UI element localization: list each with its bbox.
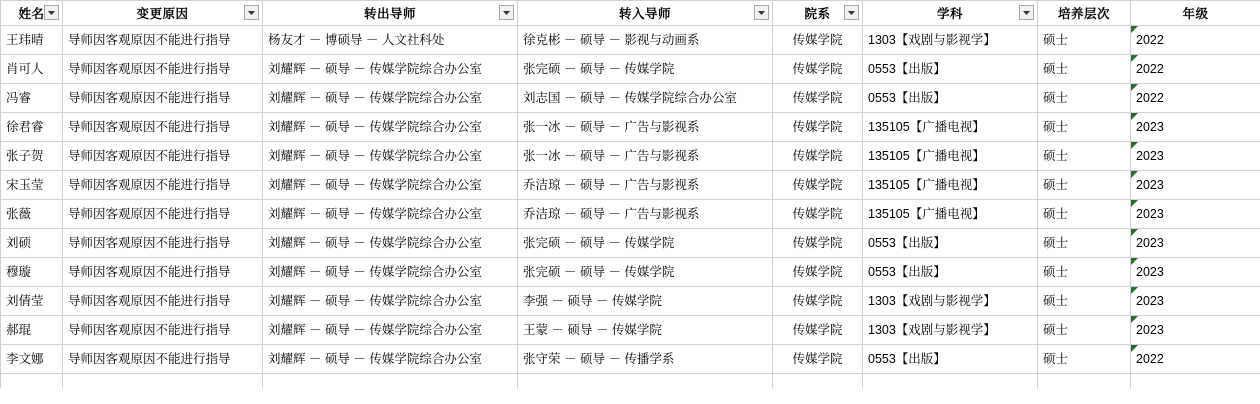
cell-to-advisor: 王蒙 － 硕导 － 传媒学院 — [518, 316, 773, 345]
cell-empty — [1131, 374, 1260, 389]
comment-flag-icon — [1131, 55, 1138, 62]
cell-name: 徐君睿 — [1, 113, 63, 142]
cell-reason: 导师因客观原因不能进行指导 — [63, 113, 263, 142]
cell-department: 传媒学院 — [773, 26, 863, 55]
cell-discipline: 135105【广播电视】 — [863, 113, 1038, 142]
comment-flag-icon — [1131, 142, 1138, 149]
cell-to-advisor: 张守荣 － 硕导 － 传播学系 — [518, 345, 773, 374]
comment-flag-icon — [1131, 84, 1138, 91]
comment-flag-icon — [1131, 200, 1138, 207]
cell-grade: 2023 — [1131, 229, 1260, 258]
filter-dropdown-icon-discipline[interactable] — [1019, 5, 1034, 20]
cell-level: 硕士 — [1038, 113, 1131, 142]
column-header-department — [773, 1, 863, 26]
filter-dropdown-icon-to-advisor[interactable] — [754, 5, 769, 20]
column-header-name — [1, 1, 63, 26]
cell-grade: 2023 — [1131, 287, 1260, 316]
table-row[interactable] — [1, 229, 1260, 258]
cell-discipline: 135105【广播电视】 — [863, 200, 1038, 229]
table-header — [1, 1, 1260, 26]
table-header-row — [1, 1, 1260, 26]
cell-department: 传媒学院 — [773, 287, 863, 316]
column-header-label: 年级 — [1182, 7, 1209, 21]
cell-reason: 导师因客观原因不能进行指导 — [63, 200, 263, 229]
cell-grade: 2023 — [1131, 258, 1260, 287]
cell-from-advisor: 刘耀辉 － 硕导 － 传媒学院综合办公室 — [263, 200, 518, 229]
cell-reason: 导师因客观原因不能进行指导 — [63, 142, 263, 171]
filter-dropdown-icon-name[interactable] — [44, 5, 59, 20]
cell-level: 硕士 — [1038, 229, 1131, 258]
column-header-label: 学科 — [936, 7, 963, 21]
cell-name: 张薇 — [1, 200, 63, 229]
cell-from-advisor: 刘耀辉 － 硕导 － 传媒学院综合办公室 — [263, 142, 518, 171]
cell-to-advisor: 张一冰 － 硕导 － 广告与影视系 — [518, 113, 773, 142]
cell-grade: 2022 — [1131, 345, 1260, 374]
cell-discipline: 0553【出版】 — [863, 229, 1038, 258]
cell-name: 肖可人 — [1, 55, 63, 84]
cell-department: 传媒学院 — [773, 200, 863, 229]
table-row[interactable] — [1, 258, 1260, 287]
cell-department: 传媒学院 — [773, 316, 863, 345]
cell-discipline: 1303【戏剧与影视学】 — [863, 316, 1038, 345]
column-header-label: 姓名 — [18, 7, 45, 21]
comment-flag-icon — [1131, 26, 1138, 33]
cell-to-advisor: 张完硕 － 硕导 － 传媒学院 — [518, 55, 773, 84]
table-row[interactable] — [1, 316, 1260, 345]
cell-level: 硕士 — [1038, 55, 1131, 84]
cell-discipline: 1303【戏剧与影视学】 — [863, 287, 1038, 316]
column-header-label: 转出导师 — [363, 7, 416, 21]
filter-dropdown-icon-department[interactable] — [844, 5, 859, 20]
cell-department: 传媒学院 — [773, 142, 863, 171]
cell-discipline: 0553【出版】 — [863, 345, 1038, 374]
cell-name: 刘倩莹 — [1, 287, 63, 316]
column-header-to-advisor — [518, 1, 773, 26]
cell-level: 硕士 — [1038, 287, 1131, 316]
filter-dropdown-icon-from-advisor[interactable] — [499, 5, 514, 20]
cell-name: 冯睿 — [1, 84, 63, 113]
cell-reason: 导师因客观原因不能进行指导 — [63, 316, 263, 345]
cell-empty — [1, 374, 63, 389]
cell-level: 硕士 — [1038, 26, 1131, 55]
comment-flag-icon — [1131, 287, 1138, 294]
table-row[interactable] — [1, 287, 1260, 316]
cell-department: 传媒学院 — [773, 55, 863, 84]
cell-from-advisor: 刘耀辉 － 硕导 － 传媒学院综合办公室 — [263, 229, 518, 258]
cell-reason: 导师因客观原因不能进行指导 — [63, 171, 263, 200]
cell-reason: 导师因客观原因不能进行指导 — [63, 345, 263, 374]
cell-discipline: 0553【出版】 — [863, 55, 1038, 84]
comment-flag-icon — [1131, 316, 1138, 323]
column-header-grade — [1131, 1, 1260, 26]
cell-to-advisor: 乔洁琼 － 硕导 － 广告与影视系 — [518, 200, 773, 229]
cell-department: 传媒学院 — [773, 345, 863, 374]
cell-to-advisor: 乔洁琼 － 硕导 － 广告与影视系 — [518, 171, 773, 200]
cell-name: 穆璇 — [1, 258, 63, 287]
cell-level: 硕士 — [1038, 316, 1131, 345]
cell-level: 硕士 — [1038, 200, 1131, 229]
cell-empty — [63, 374, 263, 389]
table-row[interactable] — [1, 142, 1260, 171]
cell-from-advisor: 刘耀辉 － 硕导 － 传媒学院综合办公室 — [263, 84, 518, 113]
table-row[interactable] — [1, 26, 1260, 55]
cell-discipline: 0553【出版】 — [863, 258, 1038, 287]
cell-from-advisor: 刘耀辉 － 硕导 － 传媒学院综合办公室 — [263, 171, 518, 200]
cell-from-advisor: 杨友才 － 博硕导 － 人文社科处 — [263, 26, 518, 55]
cell-level: 硕士 — [1038, 171, 1131, 200]
table-row[interactable] — [1, 113, 1260, 142]
cell-name: 刘硕 — [1, 229, 63, 258]
cell-department: 传媒学院 — [773, 84, 863, 113]
cell-reason: 导师因客观原因不能进行指导 — [63, 26, 263, 55]
cell-to-advisor: 张一冰 － 硕导 － 广告与影视系 — [518, 142, 773, 171]
cell-grade: 2023 — [1131, 142, 1260, 171]
cell-reason: 导师因客观原因不能进行指导 — [63, 84, 263, 113]
cell-discipline: 0553【出版】 — [863, 84, 1038, 113]
cell-grade: 2023 — [1131, 113, 1260, 142]
cell-reason: 导师因客观原因不能进行指导 — [63, 287, 263, 316]
cell-from-advisor: 刘耀辉 － 硕导 － 传媒学院综合办公室 — [263, 113, 518, 142]
table-row-partial — [1, 374, 1260, 389]
cell-discipline: 135105【广播电视】 — [863, 142, 1038, 171]
column-header-label: 培养层次 — [1057, 7, 1110, 21]
cell-discipline: 1303【戏剧与影视学】 — [863, 26, 1038, 55]
comment-flag-icon — [1131, 258, 1138, 265]
table-row[interactable] — [1, 171, 1260, 200]
cell-level: 硕士 — [1038, 84, 1131, 113]
comment-flag-icon — [1131, 229, 1138, 236]
cell-from-advisor: 刘耀辉 － 硕导 － 传媒学院综合办公室 — [263, 287, 518, 316]
table-row[interactable] — [1, 200, 1260, 229]
cell-level: 硕士 — [1038, 258, 1131, 287]
cell-to-advisor: 李强 － 硕导 － 传媒学院 — [518, 287, 773, 316]
column-header-label: 变更原因 — [136, 7, 189, 21]
column-header-reason — [63, 1, 263, 26]
cell-empty — [263, 374, 518, 389]
column-header-from-advisor — [263, 1, 518, 26]
column-header-label: 转入导师 — [618, 7, 671, 21]
comment-flag-icon — [1131, 171, 1138, 178]
cell-department: 传媒学院 — [773, 171, 863, 200]
cell-empty — [518, 374, 773, 389]
cell-name: 李文娜 — [1, 345, 63, 374]
cell-from-advisor: 刘耀辉 － 硕导 － 传媒学院综合办公室 — [263, 55, 518, 84]
cell-from-advisor: 刘耀辉 － 硕导 － 传媒学院综合办公室 — [263, 316, 518, 345]
cell-grade: 2023 — [1131, 171, 1260, 200]
cell-to-advisor: 张完硕 － 硕导 － 传媒学院 — [518, 258, 773, 287]
column-header-discipline — [863, 1, 1038, 26]
table-row[interactable] — [1, 84, 1260, 113]
cell-grade: 2022 — [1131, 84, 1260, 113]
cell-department: 传媒学院 — [773, 229, 863, 258]
comment-flag-icon — [1131, 345, 1138, 352]
cell-department: 传媒学院 — [773, 258, 863, 287]
cell-reason: 导师因客观原因不能进行指导 — [63, 55, 263, 84]
table-row[interactable] — [1, 55, 1260, 84]
column-header-level — [1038, 1, 1131, 26]
cell-grade: 2022 — [1131, 26, 1260, 55]
table-body — [1, 26, 1260, 389]
cell-department: 传媒学院 — [773, 113, 863, 142]
column-header-label: 院系 — [804, 7, 831, 21]
filter-dropdown-icon-reason[interactable] — [244, 5, 259, 20]
cell-to-advisor: 张完硕 － 硕导 － 传媒学院 — [518, 229, 773, 258]
cell-reason: 导师因客观原因不能进行指导 — [63, 258, 263, 287]
cell-empty — [863, 374, 1038, 389]
cell-name: 宋玉莹 — [1, 171, 63, 200]
table-row[interactable] — [1, 345, 1260, 374]
cell-grade: 2023 — [1131, 316, 1260, 345]
cell-name: 王玮晴 — [1, 26, 63, 55]
cell-to-advisor: 徐克彬 － 硕导 － 影视与动画系 — [518, 26, 773, 55]
cell-grade: 2023 — [1131, 200, 1260, 229]
cell-empty — [773, 374, 863, 389]
cell-discipline: 135105【广播电视】 — [863, 171, 1038, 200]
cell-reason: 导师因客观原因不能进行指导 — [63, 229, 263, 258]
cell-empty — [1038, 374, 1131, 389]
cell-level: 硕士 — [1038, 345, 1131, 374]
cell-name: 张子贺 — [1, 142, 63, 171]
comment-flag-icon — [1131, 113, 1138, 120]
cell-to-advisor: 刘志国 － 硕导 － 传媒学院综合办公室 — [518, 84, 773, 113]
cell-from-advisor: 刘耀辉 － 硕导 － 传媒学院综合办公室 — [263, 258, 518, 287]
cell-from-advisor: 刘耀辉 － 硕导 － 传媒学院综合办公室 — [263, 345, 518, 374]
cell-name: 郝琨 — [1, 316, 63, 345]
cell-level: 硕士 — [1038, 142, 1131, 171]
cell-grade: 2022 — [1131, 55, 1260, 84]
